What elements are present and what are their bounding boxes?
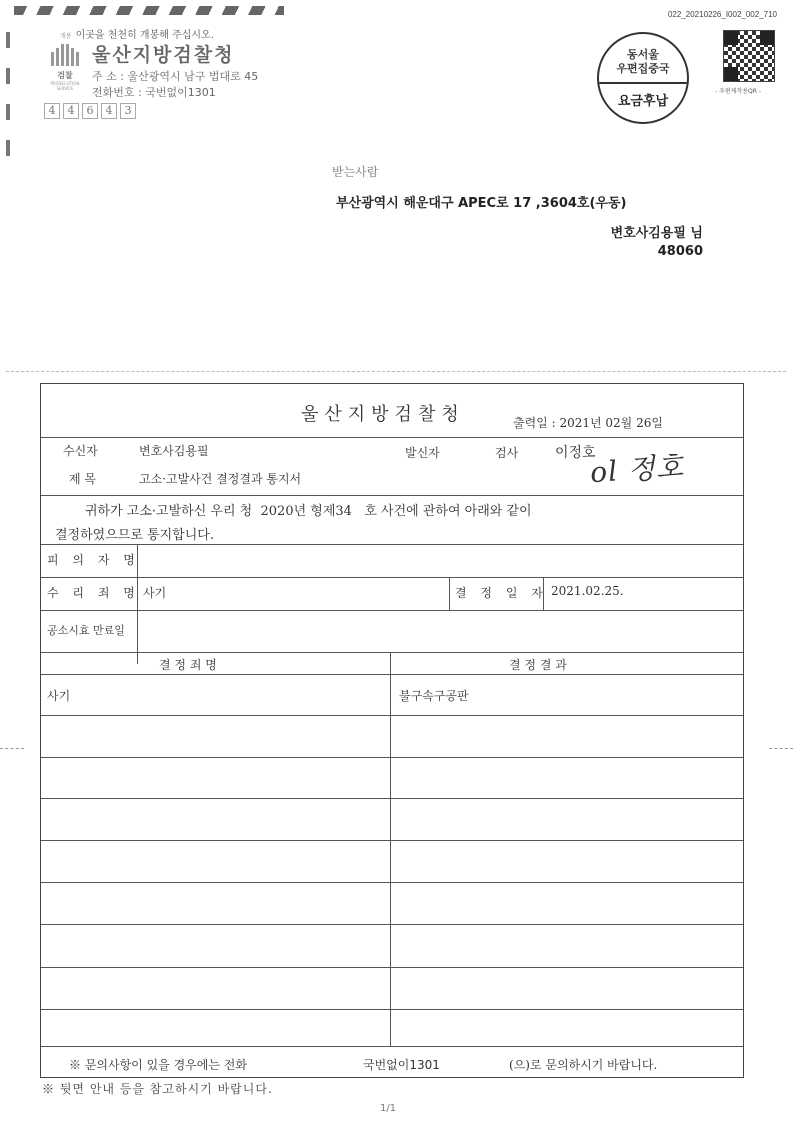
recipient-name: 변호사김용필 님: [610, 226, 703, 241]
row-divider: [41, 674, 743, 675]
logo-word: 검찰: [57, 71, 73, 80]
prosecution-logo: [44, 44, 86, 91]
label-column-line: [137, 544, 138, 664]
sender-phone: 전화번호 : 국번없이1301: [92, 86, 216, 99]
row-divider: [41, 610, 743, 611]
col-charge-header: 결 정 죄 명: [159, 658, 217, 672]
charge-value: 사기: [143, 586, 167, 600]
row-divider: [41, 715, 743, 716]
sender-address: 주 소 : 울산광역시 남구 법대로 45: [92, 70, 259, 83]
notice-mark: 개봉: [60, 33, 72, 40]
from-name: 이정호: [555, 445, 596, 461]
to-value: 변호사김용필: [139, 444, 209, 458]
suspect-label: 피 의 자 명: [47, 553, 140, 567]
footer-inquiry-post: (으)로 문의하시기 바랍니다.: [509, 1058, 658, 1072]
print-date: [513, 414, 663, 431]
document-id: 022_20210226_I002_002_710: [667, 10, 777, 19]
qr-code-icon: [723, 30, 775, 82]
subject-value: 고소·고발사건 결정결과 통지서: [139, 472, 302, 486]
row-divider: [41, 840, 743, 841]
postmark-line1: 동서울: [627, 48, 659, 61]
logo-subtext: PROSECUTION SERVICE: [50, 81, 80, 91]
logo-bars-icon: [44, 44, 86, 66]
row-divider: [41, 437, 743, 438]
row-divider: [41, 967, 743, 968]
recipient-address: 부산광역시 해운대구 APEC로 17 ,3604호(우동): [336, 196, 627, 211]
postmark-office: [599, 48, 687, 76]
row-divider: [41, 924, 743, 925]
qr-label: - 우편제작용QR -: [715, 88, 762, 95]
row-divider: [41, 577, 743, 578]
limitation-label: 공소시효 만료일: [47, 624, 125, 637]
result-charge: 사기: [47, 689, 71, 703]
result-outcome: 불구속구공판: [399, 689, 469, 703]
row-divider: [41, 882, 743, 883]
row-divider: [41, 652, 743, 653]
form-title: 울산지방검찰청: [301, 404, 465, 425]
footer-inquiry-pre: ※ 문의사항이 있을 경우에는 전화: [69, 1058, 247, 1072]
from-label: 발신자: [405, 446, 440, 460]
body-line1-pre: 귀하가 고소·고발하신 우리 청: [85, 504, 253, 519]
handwritten-signature: ol 정호: [589, 449, 685, 490]
to-label: 수신자: [63, 444, 98, 458]
body-line1-post: 호 사건에 관하여 아래와 같이: [364, 504, 532, 519]
postage-stamp: [597, 32, 689, 124]
subject-label: 제 목: [69, 472, 96, 486]
result-column-line: [390, 652, 391, 1046]
col-result-header: 결 정 결 과: [509, 658, 567, 672]
postmark-line2: 우편집중국: [616, 62, 670, 75]
recipient-zip: 48060: [657, 244, 703, 259]
decision-date-label: 결 정 일 자: [455, 586, 548, 600]
zip-digit: 3: [120, 103, 136, 119]
envelope-stripe-top: [14, 6, 284, 15]
zip-digit: 4: [44, 103, 60, 119]
row-divider: [41, 1046, 743, 1047]
decision-date-value-line: [543, 577, 544, 610]
recipient-label: 받는사람: [332, 165, 379, 179]
from-role: 검사: [495, 446, 519, 460]
page-number: 1/1: [380, 1103, 397, 1114]
body-line2: 결정하였으므로 통지합니다.: [55, 528, 214, 543]
fold-line: [6, 371, 786, 372]
footnote: ※ 뒷면 안내 등을 참고하시기 바랍니다.: [42, 1082, 273, 1096]
opening-notice-text: 이곳을 천천히 개봉해 주십시오.: [75, 30, 214, 41]
side-mark-left: [0, 748, 24, 749]
sender-name: 울산지방검찰청: [92, 44, 235, 66]
row-divider: [41, 495, 743, 496]
zip-digit: 4: [101, 103, 117, 119]
decision-date-line: [449, 577, 450, 610]
postmark-fee: 요금후납: [617, 94, 669, 109]
print-date-value: 2021년 02월 26일: [559, 416, 663, 430]
row-divider: [41, 757, 743, 758]
side-mark-right: [769, 748, 793, 749]
postmark-divider: [599, 82, 687, 84]
footer-phone: 국번없이1301: [363, 1058, 440, 1072]
case-number: 2020년 형제34: [260, 504, 352, 519]
body-line1: [85, 500, 532, 519]
zip-digit: 6: [82, 103, 98, 119]
envelope-stripe-left: [6, 32, 10, 162]
sender-zip: [44, 103, 136, 119]
charge-label: 수 리 죄 명: [47, 586, 140, 600]
row-divider: [41, 544, 743, 545]
row-divider: [41, 1009, 743, 1010]
opening-notice: [60, 26, 214, 41]
print-date-label: 출력일 :: [513, 416, 556, 430]
decision-date-value: 2021.02.25.: [551, 584, 624, 598]
row-divider: [41, 798, 743, 799]
zip-digit: 4: [63, 103, 79, 119]
